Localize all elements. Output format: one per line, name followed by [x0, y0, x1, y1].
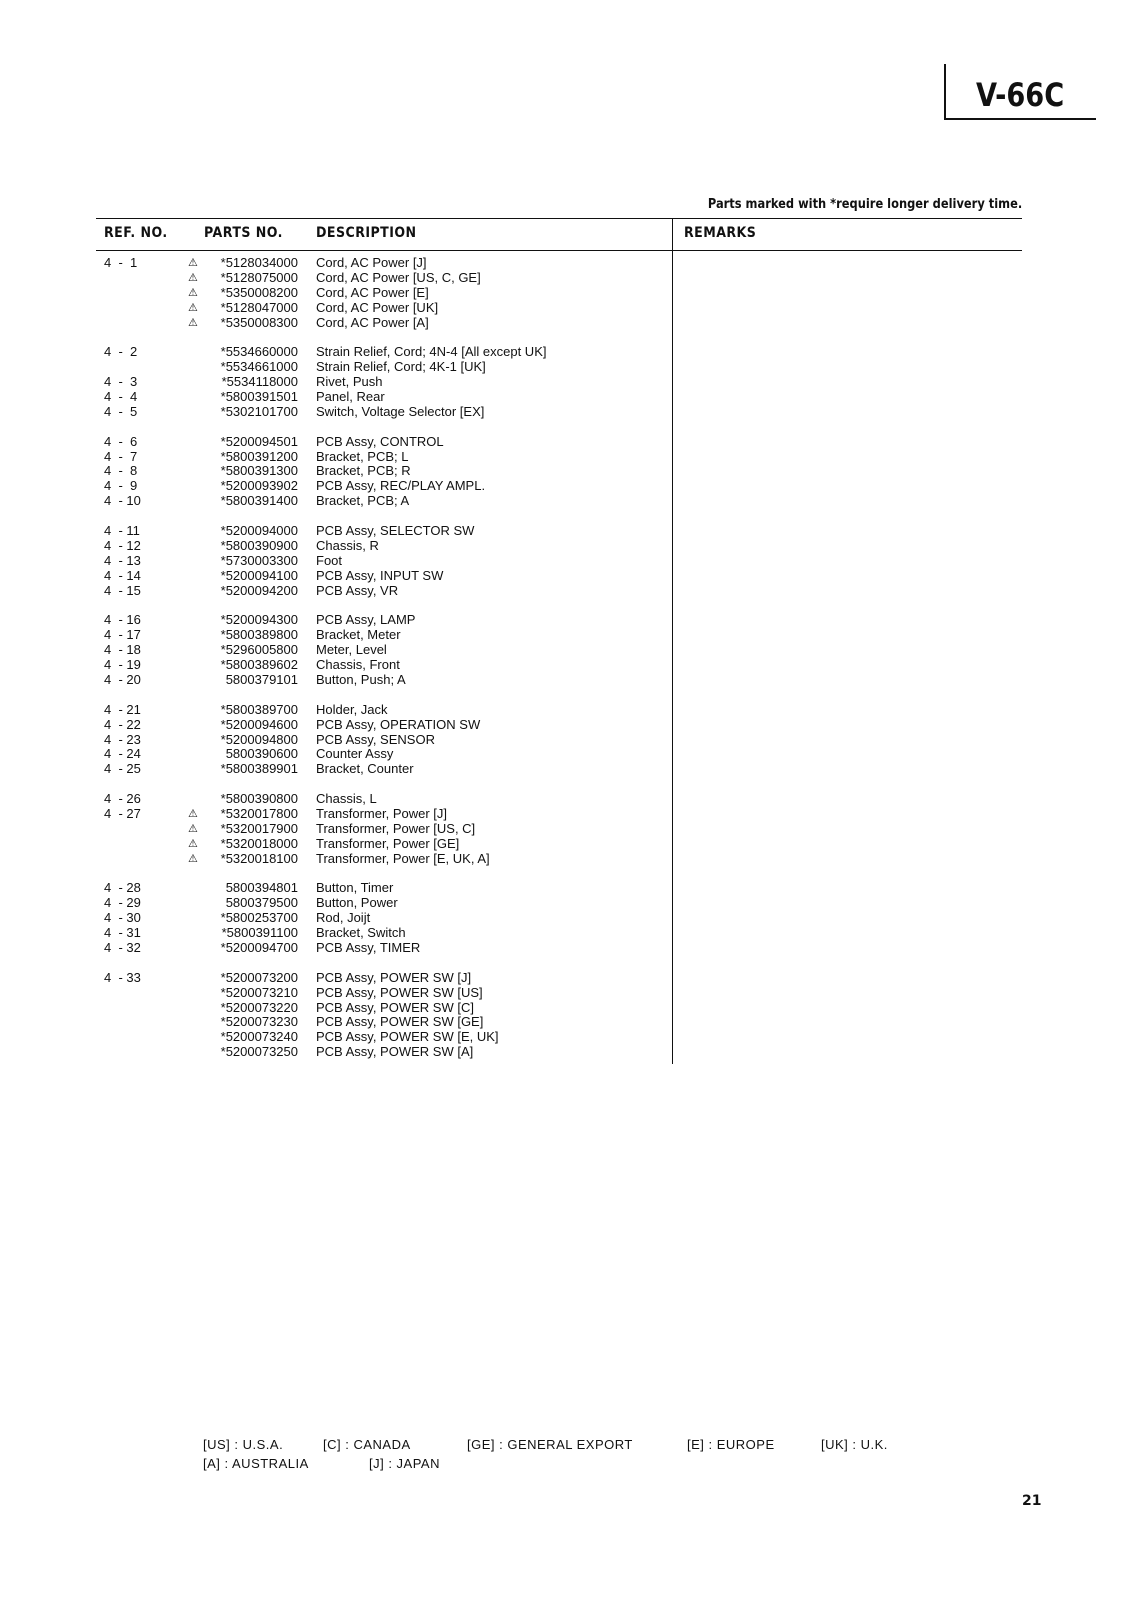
description-cell: Bracket, Switch: [316, 925, 406, 941]
table-row: [0, 822, 672, 837]
part-number-cell: *5128075000: [220, 269, 298, 285]
ref-no-cell: 4 - 20: [104, 671, 141, 687]
part-number-cell: *5350008200: [220, 284, 298, 300]
table-row: [0, 718, 672, 733]
description-cell: Cord, AC Power [J]: [316, 255, 427, 270]
part-number-cell: *5800390900: [220, 537, 298, 553]
ref-no-cell: 4 - 4: [104, 389, 138, 405]
table-header-rule: [96, 250, 1022, 251]
description-cell: Bracket, PCB; A: [316, 493, 410, 509]
safety-warning-icon: ⚠: [188, 257, 198, 269]
page-number: 21: [1022, 1493, 1042, 1509]
table-row: [0, 479, 672, 494]
part-number-cell: *5200094800: [220, 731, 298, 747]
legend-australia: [A] : AUSTRALIA: [203, 1456, 309, 1471]
part-number-cell: *5128047000: [220, 299, 298, 315]
part-number-cell: *5800391200: [220, 448, 298, 464]
description-cell: Meter, Level: [316, 642, 387, 658]
description-cell: PCB Assy, SELECTOR SW: [316, 523, 475, 539]
table-row: [0, 316, 672, 331]
remarks-divider: [672, 219, 673, 1064]
ref-no-cell: 4 - 3: [104, 374, 138, 390]
description-cell: Transformer, Power [E, UK, A]: [316, 850, 490, 866]
description-cell: Transformer, Power [J]: [316, 805, 447, 821]
description-cell: Cord, AC Power [US, C, GE]: [316, 269, 481, 285]
description-cell: Rod, Joijt: [316, 910, 371, 926]
model-title-box: [944, 64, 1096, 120]
ref-no-cell: 4 - 8: [104, 463, 138, 479]
part-number-cell: *5800389700: [220, 701, 298, 717]
part-number-cell: *5800391400: [220, 493, 298, 509]
table-row: [0, 762, 672, 777]
table-row: [0, 926, 672, 941]
part-number-cell: *5200073230: [220, 1014, 298, 1030]
ref-no-cell: 4 - 12: [104, 537, 141, 553]
part-number-cell: *5200073250: [220, 1044, 298, 1060]
description-cell: Switch, Voltage Selector [EX]: [316, 403, 485, 419]
description-cell: Transformer, Power [US, C]: [316, 820, 476, 836]
table-row: [0, 881, 672, 896]
part-number-cell: *5534118000: [221, 374, 298, 390]
part-number-cell: 5800394801: [225, 880, 298, 896]
legend-uk: [UK] : U.K.: [821, 1437, 888, 1452]
description-cell: Strain Relief, Cord; 4N-4 [All except UK]: [316, 344, 547, 360]
ref-no-cell: 4 - 6: [104, 433, 138, 449]
safety-warning-icon: ⚠: [188, 271, 198, 284]
ref-no-cell: 4 - 15: [104, 582, 141, 598]
table-row: [0, 360, 672, 375]
description-cell: Rivet, Push: [316, 374, 383, 390]
part-number-cell: 5800390600: [225, 746, 298, 762]
safety-warning-icon: ⚠: [188, 301, 198, 314]
part-number-cell: 5800379101: [225, 671, 298, 687]
ref-no-cell: 4 - 14: [104, 567, 141, 583]
part-number-cell: *5302101700: [220, 403, 298, 419]
table-row: [0, 345, 672, 360]
ref-no-cell: 4 - 10: [104, 493, 141, 509]
ref-no-cell: 4 - 25: [104, 761, 141, 777]
legend-general-export: [GE] : GENERAL EXPORT: [467, 1437, 633, 1452]
table-row: [0, 405, 672, 420]
table-row: [0, 911, 672, 926]
ref-no-cell: 4 - 16: [104, 612, 141, 628]
table-row: [0, 524, 672, 539]
description-cell: Bracket, Meter: [316, 627, 401, 643]
safety-warning-icon: ⚠: [188, 807, 198, 820]
legend-canada: [C] : CANADA: [323, 1437, 411, 1452]
part-number-cell: *5200094600: [220, 716, 298, 732]
description-cell: PCB Assy, POWER SW [US]: [316, 984, 483, 1000]
ref-no-cell: 4 - 21: [104, 701, 141, 717]
description-cell: Panel, Rear: [316, 389, 385, 405]
table-row: [0, 837, 672, 852]
description-cell: PCB Assy, LAMP: [316, 612, 416, 628]
description-cell: Cord, AC Power [E]: [316, 284, 429, 300]
part-number-cell: 5800379500: [225, 895, 298, 911]
header-ref-no: REF. NO.: [104, 225, 168, 241]
table-row: [0, 554, 672, 569]
ref-no-cell: 4 - 18: [104, 642, 141, 658]
description-cell: Bracket, PCB; L: [316, 448, 409, 464]
part-number-cell: *5534660000: [220, 344, 298, 360]
part-number-cell: *5200094000: [220, 523, 298, 539]
table-row: [0, 643, 672, 658]
description-cell: Chassis, R: [316, 537, 379, 553]
table-row: [0, 673, 672, 688]
table-row: [0, 435, 672, 450]
part-number-cell: *5800389800: [220, 627, 298, 643]
part-number-cell: *5320018100: [220, 850, 298, 866]
header-remarks: REMARKS: [684, 225, 757, 241]
description-cell: Holder, Jack: [316, 701, 388, 717]
description-cell: PCB Assy, POWER SW [GE]: [316, 1014, 484, 1030]
table-row: [0, 271, 672, 286]
description-cell: Bracket, Counter: [316, 761, 414, 777]
ref-no-cell: 4 - 5: [104, 403, 138, 419]
part-number-cell: *5534661000: [220, 359, 298, 375]
ref-no-cell: 4 - 31: [104, 925, 141, 941]
description-cell: PCB Assy, POWER SW [A]: [316, 1044, 474, 1060]
description-cell: Strain Relief, Cord; 4K-1 [UK]: [316, 359, 486, 375]
ref-no-cell: 4 - 23: [104, 731, 141, 747]
table-row: [0, 1015, 672, 1030]
part-number-cell: *5200073220: [220, 999, 298, 1015]
part-number-cell: *5320017800: [220, 805, 298, 821]
ref-no-cell: 4 - 13: [104, 552, 141, 568]
table-row: [0, 256, 672, 271]
part-number-cell: *5800389901: [220, 761, 298, 777]
table-row: [0, 852, 672, 867]
header-parts-no: PARTS NO.: [204, 225, 283, 241]
description-cell: Button, Push; A: [316, 671, 406, 687]
description-cell: PCB Assy, CONTROL: [316, 433, 444, 449]
table-row: [0, 539, 672, 554]
part-number-cell: *5128034000: [220, 255, 298, 270]
table-row: [0, 286, 672, 301]
table-row: [0, 628, 672, 643]
table-row: [0, 941, 672, 956]
description-cell: PCB Assy, SENSOR: [316, 731, 435, 747]
table-row: [0, 494, 672, 509]
description-cell: Chassis, L: [316, 791, 377, 807]
description-cell: PCB Assy, VR: [316, 582, 399, 598]
table-row: [0, 792, 672, 807]
part-number-cell: *5296005800: [220, 642, 298, 658]
part-number-cell: *5800390800: [220, 791, 298, 807]
table-row: [0, 301, 672, 316]
ref-no-cell: 4 - 19: [104, 657, 141, 673]
ref-no-cell: 4 - 28: [104, 880, 141, 896]
ref-no-cell: 4 - 7: [104, 448, 138, 464]
description-cell: PCB Assy, POWER SW [J]: [316, 969, 472, 985]
ref-no-cell: 4 - 27: [104, 805, 141, 821]
part-number-cell: *5350008300: [220, 314, 298, 330]
ref-no-cell: 4 - 11: [104, 523, 140, 539]
table-row: [0, 1045, 672, 1060]
part-number-cell: *5800253700: [220, 910, 298, 926]
part-number-cell: *5730003300: [220, 552, 298, 568]
description-cell: PCB Assy, TIMER: [316, 939, 421, 955]
description-cell: Chassis, Front: [316, 657, 400, 673]
part-number-cell: *5800391100: [221, 925, 298, 941]
parts-list: [0, 256, 672, 1060]
table-row: [0, 733, 672, 748]
safety-warning-icon: ⚠: [188, 316, 198, 329]
ref-no-cell: 4 - 29: [104, 895, 141, 911]
ref-no-cell: 4 - 30: [104, 910, 141, 926]
table-row: [0, 464, 672, 479]
description-cell: Transformer, Power [GE]: [316, 835, 460, 851]
part-number-cell: *5800391300: [220, 463, 298, 479]
legend-us: [US] : U.S.A.: [203, 1437, 284, 1452]
part-number-cell: *5200073210: [220, 984, 298, 1000]
part-number-cell: *5800391501: [220, 389, 298, 405]
ref-no-cell: 4 - 17: [104, 627, 141, 643]
legend-europe: [E] : EUROPE: [687, 1437, 775, 1452]
description-cell: Button, Timer: [316, 880, 394, 896]
description-cell: Cord, AC Power [UK]: [316, 299, 439, 315]
description-cell: Button, Power: [316, 895, 398, 911]
description-cell: Cord, AC Power [A]: [316, 314, 429, 330]
description-cell: PCB Assy, INPUT SW: [316, 567, 444, 583]
description-cell: Counter Assy: [316, 746, 394, 762]
part-number-cell: *5200094100: [220, 567, 298, 583]
ref-no-cell: 4 - 2: [104, 344, 138, 360]
ref-no-cell: 4 - 22: [104, 716, 141, 732]
part-number-cell: *5200094501: [220, 433, 298, 449]
description-cell: Foot: [316, 552, 343, 568]
table-row: [0, 971, 672, 986]
part-number-cell: *5200093902: [220, 478, 298, 494]
safety-warning-icon: ⚠: [188, 852, 198, 865]
part-number-cell: *5200094700: [220, 939, 298, 955]
safety-warning-icon: ⚠: [188, 286, 198, 299]
ref-no-cell: 4 - 24: [104, 746, 141, 762]
table-row: [0, 375, 672, 390]
description-cell: PCB Assy, POWER SW [C]: [316, 999, 474, 1015]
table-row: [0, 1030, 672, 1045]
table-row: [0, 584, 672, 599]
table-top-rule: [96, 218, 1022, 219]
table-row: [0, 747, 672, 762]
part-number-cell: *5320017900: [220, 820, 298, 836]
table-row: [0, 807, 672, 822]
model-title: V-66C: [976, 76, 1065, 114]
ref-no-cell: 4 - 33: [104, 969, 141, 985]
ref-no-cell: 4 - 26: [104, 791, 141, 807]
table-row: [0, 569, 672, 584]
table-row: [0, 1001, 672, 1016]
table-row: [0, 703, 672, 718]
table-row: [0, 896, 672, 911]
ref-no-cell: 4 - 9: [104, 478, 138, 494]
part-number-cell: *5200094200: [220, 582, 298, 598]
table-row: [0, 450, 672, 465]
legend-japan: [J] : JAPAN: [369, 1456, 440, 1471]
header-description: DESCRIPTION: [316, 225, 417, 241]
ref-no-cell: 4 - 32: [104, 939, 141, 955]
table-row: [0, 986, 672, 1001]
description-cell: Bracket, PCB; R: [316, 463, 411, 479]
part-number-cell: *5800389602: [220, 657, 298, 673]
description-cell: PCB Assy, POWER SW [E, UK]: [316, 1029, 499, 1045]
part-number-cell: *5200094300: [220, 612, 298, 628]
safety-warning-icon: ⚠: [188, 837, 198, 850]
part-number-cell: *5320018000: [220, 835, 298, 851]
table-row: [0, 613, 672, 628]
delivery-note: Parts marked with *require longer delivery time.: [707, 197, 1022, 212]
description-cell: PCB Assy, OPERATION SW: [316, 716, 481, 732]
table-row: [0, 390, 672, 405]
ref-no-cell: 4 - 1: [104, 255, 138, 270]
safety-warning-icon: ⚠: [188, 822, 198, 835]
part-number-cell: *5200073240: [220, 1029, 298, 1045]
table-row: [0, 658, 672, 673]
part-number-cell: *5200073200: [220, 969, 298, 985]
description-cell: PCB Assy, REC/PLAY AMPL.: [316, 478, 486, 494]
